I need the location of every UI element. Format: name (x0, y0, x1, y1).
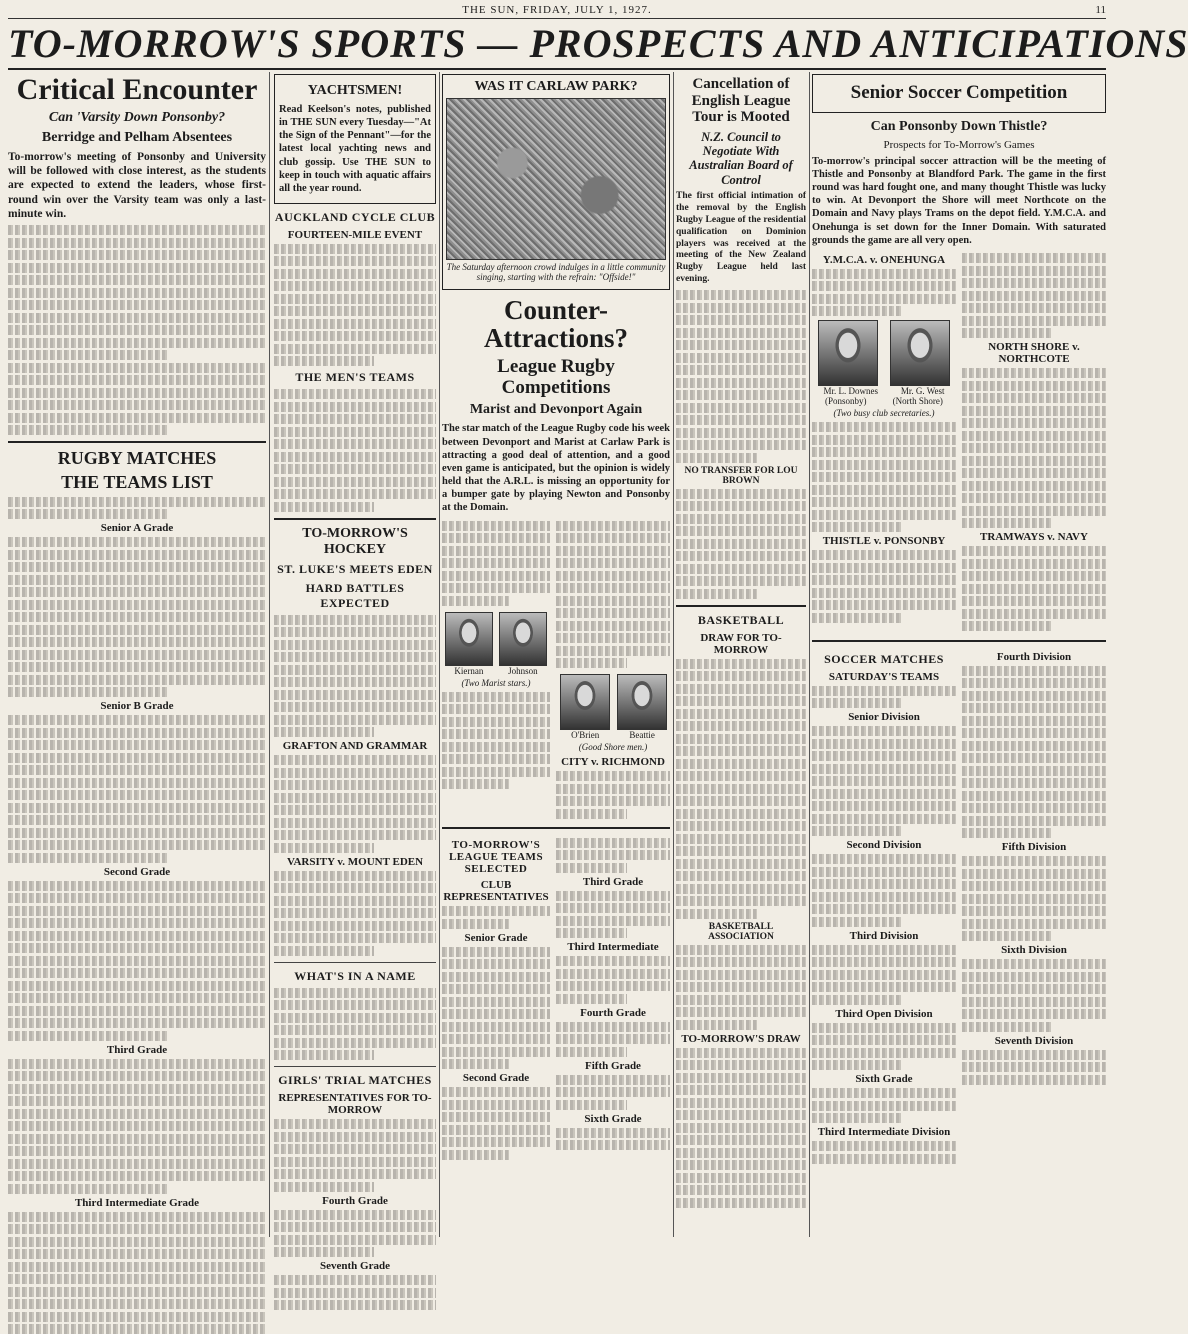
varsity-mount-eden-head: VARSITY v. MOUNT EDEN (286, 855, 424, 868)
soccer-lead: To-morrow's principal soccer attraction will be the meeting of Thistle and Ponsonby at Blandford Park. The game in the first round was hard fought one, and many thought Thistle was lucky to win. At Devonport the Shore will meet Northcote on the Domain and Navy plays Trams on the depot field. Y.M.C.A. and Onehunga is set down for the Inner Domain. With saturated grounds the game are all very open. (812, 155, 1106, 246)
division-heading: Sixth Division (1001, 944, 1067, 957)
division-heading: Third Intermediate Division (817, 1126, 951, 1139)
league-lead: The star match of the League Rugby code his week between Devonport and Marist at Carlaw Park is attracting a good deal of attention, and a good even game is anticipated, but the opinion is widely held that the A.R.L. is missing an opportunity for a bumper gate by playing Newton and Ponsonby at the Domain. (442, 423, 670, 514)
column-hockey (274, 72, 436, 1273)
crowd-photo (446, 98, 666, 260)
name-obrien: O'Brien (571, 730, 600, 741)
secretaries-caption: (Two busy club secretaries.) (833, 408, 935, 419)
headline-critical-encounter: Critical Encounter (16, 73, 258, 106)
subhead-league-competitions: League Rugby Competitions (497, 355, 615, 398)
city-richmond-head: CITY v. RICHMOND (561, 756, 665, 769)
subhead-marist-devonport: Marist and Devonport Again (469, 402, 643, 418)
photo-downes (818, 320, 878, 386)
grade-heading: Sixth Grade (584, 1112, 642, 1125)
marist-caption: (Two Marist stars.) (461, 677, 531, 688)
subhead-nz-council: N.Z. Council to Negotiate With Australian Board of Control (689, 129, 793, 187)
column-english-league (676, 72, 806, 1237)
photo-obrien (560, 674, 610, 730)
yachtsmen-text: Read Keelson's notes, published in THE SUN every Tuesday—"At the Sign of the Pennant"—for the latest local yachting news and club gossip. Use THE SUN to keep in touch with aquatic affairs all the year round. (279, 104, 431, 194)
division-heading: Third Open Division (835, 1007, 933, 1020)
basketball-head: BASKETBALL (697, 612, 785, 627)
hockey-sub-stlukes: ST. LUKE'S MEETS EDEN (277, 561, 433, 576)
headline-counter-attractions: Counter-Attractions? (484, 295, 628, 354)
shore-caption: (Good Shore men.) (578, 742, 648, 753)
girls-trial-sub: REPRESENTATIVES FOR TO-MORROW (278, 1092, 432, 1117)
team-north-shore: (North Shore) (892, 396, 943, 407)
league-teams-sub: CLUB REPRESENTATIVES (443, 879, 549, 904)
cycle-club-head: AUCKLAND CYCLE CLUB (274, 209, 436, 224)
fourth-grade-head: Fourth Grade (322, 1194, 388, 1207)
column-league (442, 72, 670, 1237)
todays-draw-head: TO-MORROW'S DRAW (681, 1032, 801, 1045)
column-rule (439, 72, 440, 1237)
name-kiernan: Kiernan (454, 665, 484, 676)
cycle-club-sub: FOURTEEN-MILE EVENT (287, 228, 423, 241)
english-league-lead: The first official intimation of the removal by the English Rugby League of the residential qualification on Dominion players was received at the meeting of the New Zealand Rugby League held last evening. (676, 191, 806, 285)
thistle-ponsonby-head: THISTLE v. PONSONBY (822, 535, 946, 548)
hockey-sub-battles: HARD BATTLES EXPECTED (305, 580, 405, 610)
division-heading: Seventh Division (994, 1034, 1074, 1047)
subhead-absentees: Berridge and Pelham Absentees (41, 129, 233, 145)
seventh-grade-head: Seventh Grade (320, 1260, 390, 1273)
saturdays-teams-head: SATURDAY'S TEAMS (828, 670, 940, 683)
grade-heading: Second Grade (462, 1072, 530, 1085)
basketball-association-head: BASKETBALL ASSOCIATION (708, 921, 774, 942)
league-teams-head: TO-MORROW'S LEAGUE TEAMS SELECTED (448, 839, 544, 876)
photo-kiernan (445, 612, 493, 666)
division-heading: Sixth Grade (855, 1073, 913, 1086)
grade-heading: Senior B Grade (100, 700, 174, 713)
grafton-grammar-head: GRAFTON AND GRAMMAR (282, 740, 428, 753)
grade-heading: Third Intermediate Grade (74, 1196, 200, 1209)
grade-heading: Third Intermediate (567, 941, 659, 954)
photo-beattie (617, 674, 667, 730)
team-ponsonby: (Ponsonby) (825, 396, 867, 407)
page-banner: TO-MORROW'S SPORTS — PROSPECTS AND ANTICIPATIONS (8, 20, 1106, 70)
carlaw-photo-head: WAS IT CARLAW PARK? (474, 79, 638, 94)
yachtsmen-head: YACHTSMEN! (307, 83, 403, 98)
soccer-headline-box (812, 74, 1106, 113)
column-rule (269, 72, 270, 1237)
whats-in-a-name-head: WHAT'S IN A NAME (294, 968, 416, 983)
photo-west (890, 320, 950, 386)
section-rugby-matches: RUGBY MATCHES (57, 448, 217, 469)
division-heading: Senior Division (848, 711, 920, 724)
division-heading: Fifth Division (1001, 841, 1067, 854)
name-west: Mr. G. West (900, 386, 945, 397)
column-rule (673, 72, 674, 1237)
carlaw-photo-box (442, 74, 670, 290)
column-rugby (8, 72, 266, 1237)
crowd-photo-caption: The Saturday afternoon crowd indulges in a little community singing, starting with the refrain: "Offside!" (446, 262, 666, 282)
division-heading: Fourth Division (996, 650, 1072, 663)
name-downes: Mr. L. Downes (823, 386, 878, 397)
grade-heading: Fifth Grade (585, 1059, 641, 1072)
grade-heading: Third Grade (582, 875, 644, 888)
grade-heading: Third Grade (106, 1043, 168, 1056)
no-transfer-head: NO TRANSFER FOR LOU BROWN (684, 465, 798, 486)
subhead-varsity: Can 'Varsity Down Ponsonby? (48, 109, 226, 125)
marist-names (442, 612, 550, 666)
grade-heading: Fourth Grade (580, 1006, 646, 1019)
page-number: 11 (1095, 4, 1106, 16)
column-rule (809, 72, 810, 1237)
article-lead: To-morrow's meeting of Ponsonby and University will be followed with close interest, as the students are expected to extend the leaders, whose first-round win over the Varsity team was only a last-minute win. (8, 150, 266, 220)
division-heading: Third Division (849, 929, 919, 942)
section-teams-list: THE TEAMS LIST (61, 472, 213, 493)
name-beattie: Beattie (629, 730, 655, 741)
girls-trial-head: GIRLS' TRIAL MATCHES (278, 1073, 432, 1088)
photo-johnson (499, 612, 547, 666)
masthead (8, 2, 1106, 19)
column-soccer (812, 72, 1106, 1237)
grade-heading: Second Grade (103, 865, 171, 878)
subhead-prospects: Prospects for To-Morrow's Games (883, 138, 1035, 151)
headline-senior-soccer: Senior Soccer Competition (850, 82, 1068, 103)
yachtsmen-box (274, 74, 436, 204)
name-johnson: Johnson (508, 665, 538, 676)
soccer-matches-head: SOCCER MATCHES (824, 651, 944, 666)
grade-heading: Senior A Grade (100, 522, 174, 535)
headline-cancellation: Cancellation of English League Tour is Mooted (691, 76, 791, 125)
division-heading: Second Division (846, 839, 922, 852)
masthead-title: THE SUN, FRIDAY, JULY 1, 1927. (462, 4, 652, 16)
north-shore-northcote-head: NORTH SHORE v. NORTHCOTE (988, 341, 1080, 366)
basketball-sub: DRAW FOR TO-MORROW (700, 631, 782, 656)
ymca-onehunga-head: Y.M.C.A. v. ONEHUNGA (822, 253, 946, 266)
tramways-navy-head: TRAMWAYS v. NAVY (980, 531, 1088, 544)
subhead-ponsonby-thistle: Can Ponsonby Down Thistle? (870, 118, 1048, 134)
grade-heading: Senior Grade (464, 931, 528, 944)
mens-teams-head: THE MEN'S TEAMS (295, 370, 415, 385)
hockey-head: TO-MORROW'S HOCKEY (302, 525, 408, 557)
